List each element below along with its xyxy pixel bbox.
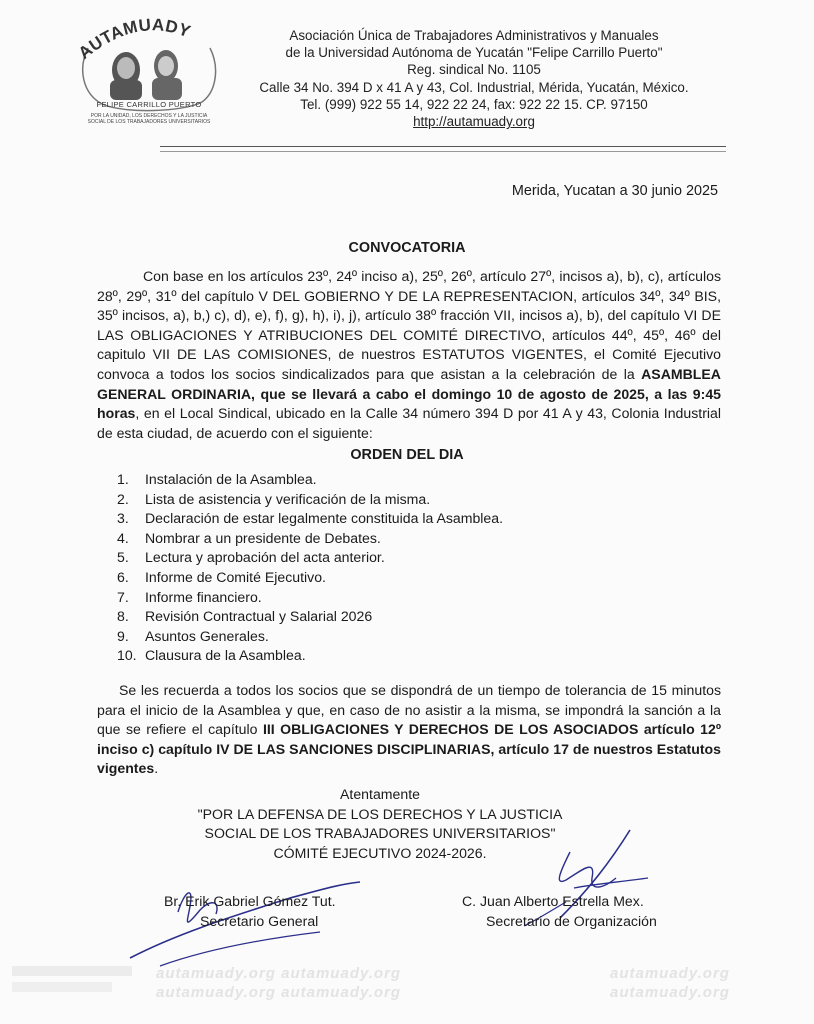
convocation-paragraph (97, 267, 721, 443)
agenda-item: 8. Revisión Contractual y Salarial 2026 (117, 608, 373, 625)
footer-watermark: autamuady.org autamuady.org (156, 965, 402, 982)
footer-ghost-logo-icon (6, 960, 146, 1000)
agenda-item: 4. Nombrar a un presidente de Debates. (117, 529, 381, 546)
org-name-line2: de la Universidad Autónoma de Yucatán "Felipe Carrillo Puerto" (285, 45, 663, 61)
website-link[interactable]: http://autamuady.org (413, 114, 535, 130)
address-line: Calle 34 No. 394 D x 41 A y 43, Col. Industrial, Mérida, Yucatán, México. (259, 79, 689, 95)
agenda-item: 3. Declaración de estar legalmente constituida la Asamblea. (117, 510, 504, 527)
paragraph1-bold: ASAMBLEA GENERAL ORDINARIA, que se llevará a cabo el domingo 10 de agosto de 2025, a las 9:45 horas (97, 365, 721, 422)
logo-arch-text (74, 8, 224, 68)
paragraph1-text-b: , en el Local Sindical, ubicado en la Calle 34 número 394 D por 41 A y 43, Colonia Industrial de esta ciudad, de acuerdo con el siguiente: (97, 405, 721, 441)
header-divider-secondary (160, 151, 726, 152)
logo-name: FELIPE CARRILLO PUERTO (96, 100, 202, 109)
closing-committee: CÓMITÉ EJECUTIVO 2024-2026. (273, 844, 487, 861)
closing-salutation: Atentamente (340, 786, 420, 802)
agenda-list (117, 470, 503, 666)
document-date: Merida, Yucatan a 30 junio 2025 (511, 183, 718, 199)
agenda-item: 7. Informe financiero. (117, 588, 262, 605)
agenda-title: ORDEN DEL DIA (350, 447, 464, 463)
agenda-item: 6. Informe de Comité Ejecutivo. (117, 568, 326, 585)
signature-right (462, 892, 657, 931)
agenda-item: 10. Clausura de la Asamblea. (117, 647, 306, 664)
footer-watermark: autamuady.org autamuady.org (156, 984, 402, 1001)
reminder-paragraph (97, 681, 721, 779)
org-name-line1: Asociación Única de Trabajadores Administrativos y Manuales (289, 28, 659, 43)
paragraph1-text-a: Con base en los artículos 23º, 24º inciso a), 25º, 26º, artículo 27º, incisos a), b), c), artículos 28º, 29º, 31º del capítulo V DEL GOBIERNO Y DE LA REPRESENTACION, artículos 34º, 34º BIS, 35º incisos, a), b,) c), d), e), f), g), h), i), j), artículo 38º fracción VII, incisos a), b), del capítulo VI DE LAS OBLIGACIONES Y ATRIBUCIONES DEL COMITÉ DIRECTIVO, artículos 44º, 45º, 46º del capitulo VII DE LAS COMISIONES, de nuestros ESTATUTOS VIGENTES, el Comité Ejecutivo convoca a todos los socios sindicalizados para que asistan a la celebración de la (97, 268, 721, 382)
signer-right-role: Secretario de Organización (486, 912, 657, 929)
closing-motto-line2: SOCIAL DE LOS TRABAJADORES UNIVERSITARIOS" (204, 825, 556, 842)
header-divider (160, 146, 726, 147)
agenda-item: 9. Asuntos Generales. (117, 627, 269, 644)
paragraph2-text-a: Se les recuerda a todos los socios que se dispondrá de un tiempo de tolerancia de 15 minutos para el inicio de la Asamblea y que, en caso de no asistir a la misma, se impondrá la sanción a la que se refiere el capítulo (97, 682, 721, 738)
signer-left-role: Secretario General (200, 912, 319, 929)
logo-motto: POR LA UNIDAD, LOS DERECHOS Y LA JUSTICIA SOCIAL DE LOS TRABAJADORES UNIVERSITARIOS (87, 113, 211, 125)
closing-motto-line1: "POR LA DEFENSA DE LOS DERECHOS Y LA JUSTICIA (197, 805, 563, 822)
convocatoria-title: CONVOCATORIA (348, 240, 466, 256)
phone-line: Tel. (999) 922 55 14, 922 22 24, fax: 922 22 15. CP. 97150 (300, 96, 648, 112)
signature-left (164, 892, 336, 931)
svg-text:AUTAMUADY: AUTAMUADY (74, 15, 194, 63)
footer-watermark: autamuady.org (610, 965, 730, 982)
letterhead (236, 27, 712, 130)
paragraph2-text-b: . (154, 760, 159, 777)
agenda-item: 5. Lectura y aprobación del acta anterior. (117, 549, 385, 566)
paragraph2-bold: III OBLIGACIONES Y DERECHOS DE LOS ASOCIADOS artículo 12º inciso c) capítulo IV DE LAS SANCIONES DISCIPLINARIAS, artículo 17 de nuestros Estatutos vigentes (97, 721, 721, 777)
registration-line: Reg. sindical No. 1105 (407, 62, 541, 78)
agenda-item: 2. Lista de asistencia y verificación de la misma. (117, 490, 431, 507)
agenda-item: 1. Instalación de la Asamblea. (117, 471, 317, 487)
union-logo (74, 8, 224, 140)
footer-watermark: autamuady.org (610, 984, 730, 1001)
signer-left-name: Br. Erik Gabriel Gómez Tut. (164, 893, 336, 909)
signer-right-name: C. Juan Alberto Estrella Mex. (462, 893, 644, 909)
